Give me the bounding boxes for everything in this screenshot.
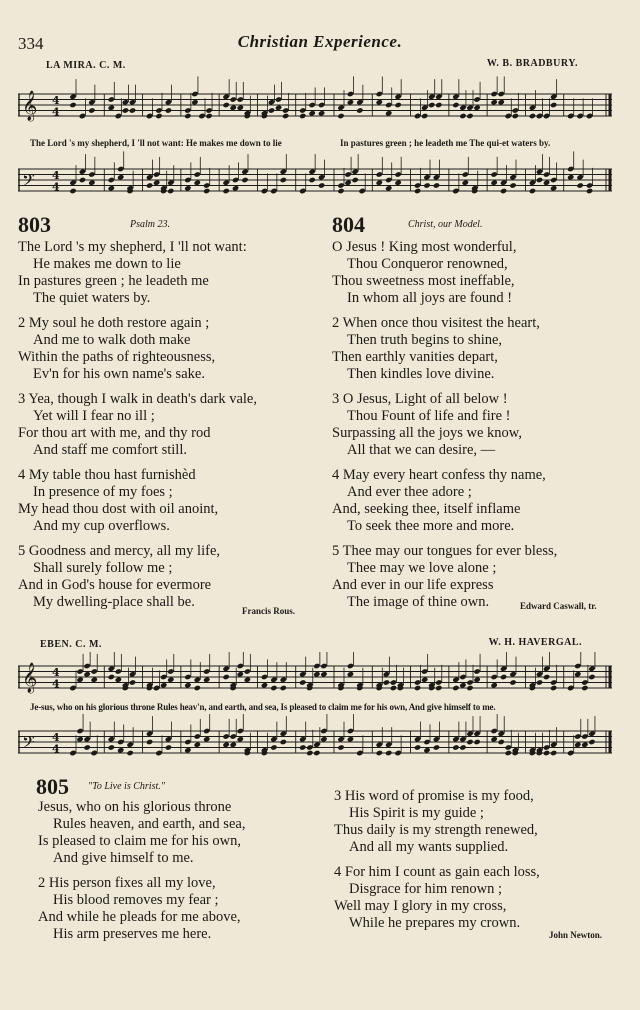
verse-line: Within the paths of righteousness, bbox=[18, 349, 216, 365]
verse-line: And give himself to me. bbox=[53, 850, 194, 866]
verse-line: 3 O Jesus, Light of all below ! bbox=[332, 391, 508, 407]
verse-line: And in God's house for evermore bbox=[18, 577, 212, 593]
tune-name-la-mira: LA MIRA. C. M. bbox=[46, 60, 126, 71]
hymn-title-803: Psalm 23. bbox=[130, 219, 170, 230]
verse-line: Shall surely follow me ; bbox=[33, 560, 173, 576]
verse-line: Jesus, who on his glorious throne bbox=[38, 799, 232, 815]
svg-text:4: 4 bbox=[52, 93, 60, 107]
verse-line: Surpassing all the joys we know, bbox=[332, 425, 522, 441]
verse-line: Is pleased to claim me for his own, bbox=[38, 833, 241, 849]
music-staff-eben-bass bbox=[18, 714, 612, 770]
svg-text:𝄞: 𝄞 bbox=[22, 90, 38, 121]
verse-line: He makes me down to lie bbox=[33, 256, 181, 272]
svg-text:4: 4 bbox=[52, 665, 60, 679]
verse-line: 4 My table thou hast furnishèd bbox=[18, 467, 196, 483]
hymn-number-805: 805 bbox=[36, 774, 69, 799]
verse-line: And ever thee adore ; bbox=[347, 484, 472, 500]
svg-text:4: 4 bbox=[52, 677, 60, 691]
verse-line: 2 My soul he doth restore again ; bbox=[18, 315, 210, 331]
verse-line: 2 When once thou visitest the heart, bbox=[332, 315, 540, 331]
page-number: 334 bbox=[18, 34, 44, 53]
verse-line: Disgrace for him renown ; bbox=[349, 881, 503, 897]
verse-line: And my cup overflows. bbox=[33, 518, 170, 534]
hymn-title-804: Christ, our Model. bbox=[408, 219, 483, 230]
verse-line: In pastures green ; he leadeth me bbox=[18, 273, 209, 289]
verse-line: 4 For him I count as gain each loss, bbox=[334, 864, 540, 880]
verse-line: And while he pleads for me above, bbox=[38, 909, 241, 925]
svg-text:𝄞: 𝄞 bbox=[22, 662, 38, 693]
verse-line: Thus daily is my strength renewed, bbox=[334, 822, 538, 838]
verse-line: Thou Conqueror renowned, bbox=[347, 256, 508, 272]
verse-line: His arm preserves me here. bbox=[53, 926, 212, 942]
author-john-newton: John Newton. bbox=[549, 930, 603, 940]
music-staff-la-mira-treble bbox=[18, 74, 612, 136]
running-header: Christian Experience. bbox=[237, 32, 403, 51]
svg-text:𝄢: 𝄢 bbox=[22, 731, 35, 756]
verse-line: Then truth begins to shine, bbox=[347, 332, 503, 348]
hymn-number-804: 804 bbox=[332, 212, 365, 237]
composer-havergal: W. H. HAVERGAL. bbox=[488, 637, 582, 648]
verse-line: 3 Yea, though I walk in death's dark vale, bbox=[18, 391, 257, 407]
hymn-803-text bbox=[18, 239, 257, 611]
composer-bradbury: W. B. BRADBURY. bbox=[486, 58, 578, 69]
verse-line: Then earthly vanities depart, bbox=[332, 349, 498, 365]
tune-name-eben: EBEN. C. M. bbox=[40, 639, 102, 650]
verse-line: In whom all joys are found ! bbox=[347, 290, 513, 306]
verse-line: Well may I glory in my cross, bbox=[334, 898, 507, 914]
verse-line: Thou sweetness most ineffable, bbox=[332, 273, 515, 289]
verse-line: And ever in our life express bbox=[332, 577, 494, 593]
hymn-805-text-right bbox=[334, 788, 540, 932]
verse-line: My dwelling-place shall be. bbox=[33, 594, 195, 610]
svg-text:4: 4 bbox=[52, 742, 60, 756]
music-staff-la-mira-bass bbox=[18, 150, 612, 210]
verse-line: The quiet waters by. bbox=[33, 290, 151, 306]
hymn-number-803: 803 bbox=[18, 212, 51, 237]
verse-line: 4 May every heart confess thy name, bbox=[332, 467, 546, 483]
verse-line: To seek thee more and more. bbox=[347, 518, 515, 534]
verse-line: Thee may we love alone ; bbox=[347, 560, 497, 576]
svg-text:4: 4 bbox=[52, 168, 60, 182]
lyric-la-mira-left: The Lord 's my shepherd, I 'll not want: He makes me down to lie bbox=[30, 138, 282, 148]
verse-line: Then kindles love divine. bbox=[347, 366, 495, 382]
hymn-805-text-left bbox=[38, 799, 245, 943]
verse-line: And, seeking thee, itself inflame bbox=[332, 501, 521, 517]
verse-line: His Spirit is my guide ; bbox=[349, 805, 484, 821]
verse-line: In presence of my foes ; bbox=[33, 484, 173, 500]
verse-line: The image of thine own. bbox=[347, 594, 490, 610]
verse-line: And all my wants supplied. bbox=[349, 839, 509, 855]
verse-line: 5 Thee may our tongues for ever bless, bbox=[332, 543, 558, 559]
verse-line: While he prepares my crown. bbox=[349, 915, 521, 931]
verse-line: Ev'n for his own name's sake. bbox=[33, 366, 205, 382]
author-francis-rous: Francis Rous. bbox=[242, 606, 296, 616]
lyric-la-mira-right: In pastures green ; he leadeth me The qui-et waters by. bbox=[340, 138, 551, 148]
verse-line: For thou art with me, and thy rod bbox=[18, 425, 211, 441]
svg-text:4: 4 bbox=[52, 730, 60, 744]
lyric-eben: Je-sus, who on his glorious throne Rules heav'n, and earth, and sea, Is pleased to claim me for his own, And give himself to me. bbox=[30, 702, 496, 712]
verse-line: 2 His person fixes all my love, bbox=[38, 875, 216, 891]
music-staff-eben-treble bbox=[18, 652, 612, 702]
hymn-804-text bbox=[332, 239, 557, 611]
verse-line: His blood removes my fear ; bbox=[53, 892, 219, 908]
verse-line: And me to walk doth make bbox=[33, 332, 191, 348]
verse-line: The Lord 's my shepherd, I 'll not want: bbox=[18, 239, 247, 255]
verse-line: Thou Fount of life and fire ! bbox=[347, 408, 511, 424]
verse-line: Rules heaven, and earth, and sea, bbox=[53, 816, 246, 832]
svg-text:4: 4 bbox=[52, 180, 60, 194]
verse-line: 3 His word of promise is my food, bbox=[334, 788, 534, 804]
verse-line: And staff me comfort still. bbox=[33, 442, 187, 458]
verse-line: My head thou dost with oil anoint, bbox=[18, 501, 219, 517]
verse-line: 5 Goodness and mercy, all my life, bbox=[18, 543, 221, 559]
verse-line: All that we can desire, — bbox=[347, 442, 496, 458]
author-edward-caswall: Edward Caswall, tr. bbox=[520, 601, 597, 611]
verse-line: O Jesus ! King most wonderful, bbox=[332, 239, 517, 255]
svg-text:𝄢: 𝄢 bbox=[22, 169, 35, 194]
verse-line: Yet will I fear no ill ; bbox=[33, 408, 155, 424]
hymn-title-805: "To Live is Christ." bbox=[88, 781, 165, 792]
svg-text:4: 4 bbox=[52, 105, 60, 119]
